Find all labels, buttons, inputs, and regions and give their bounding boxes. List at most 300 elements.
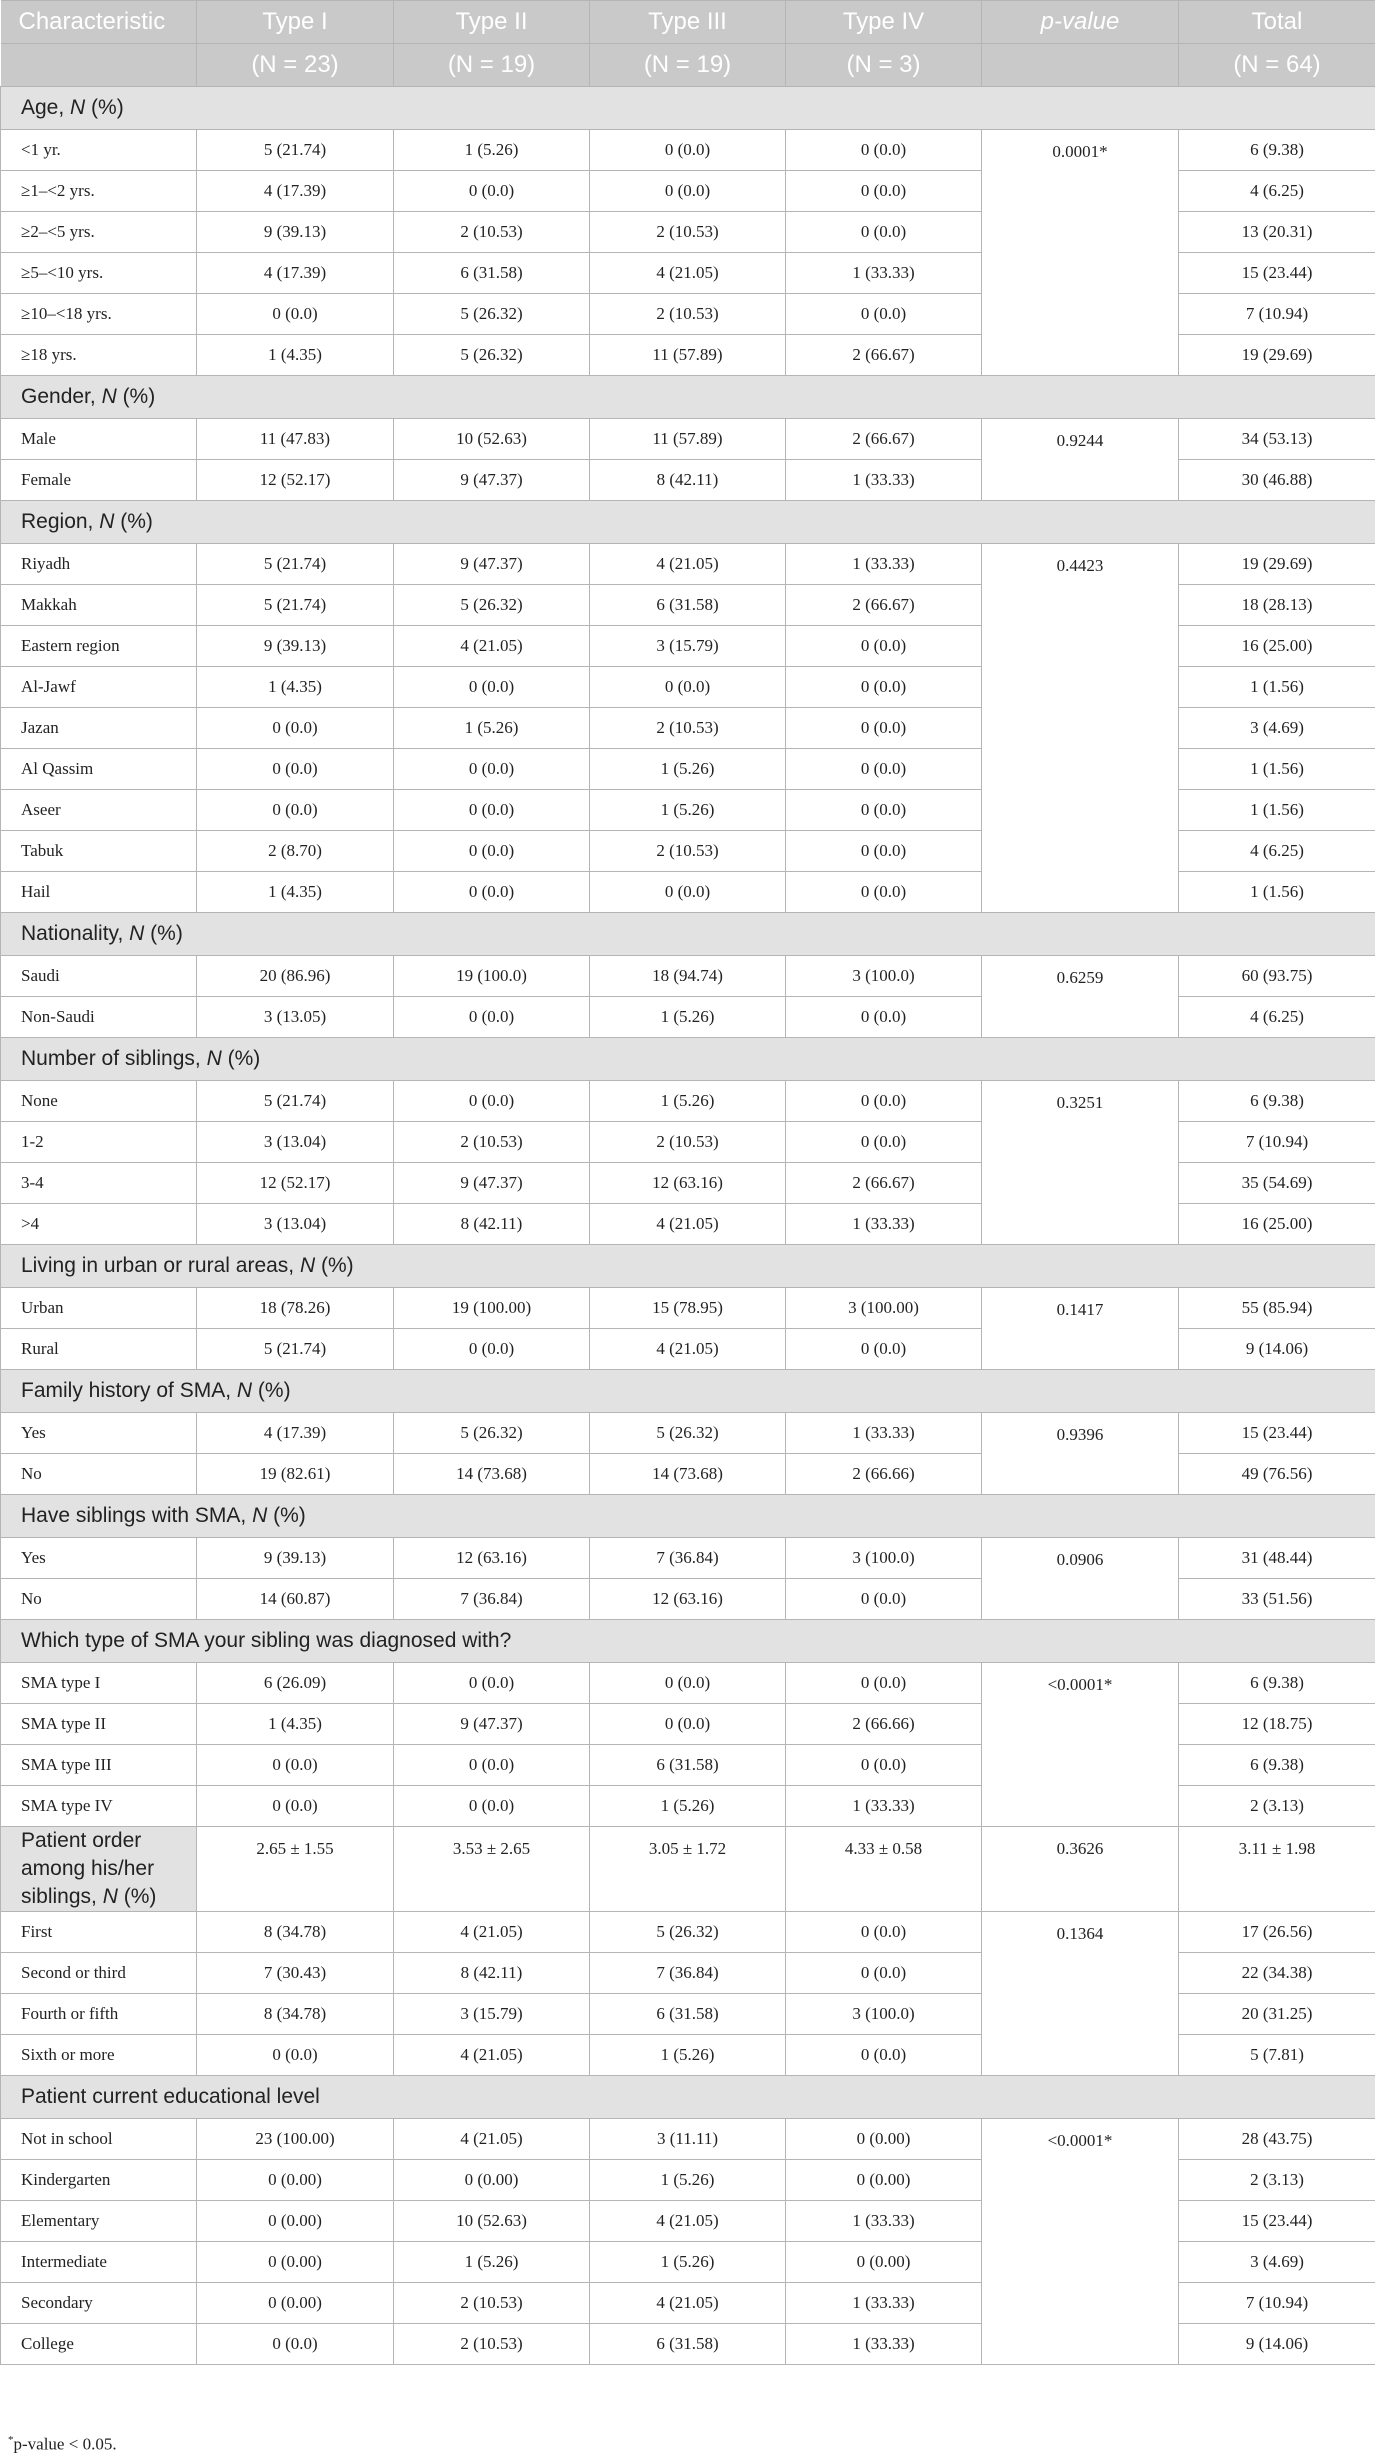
- row-value-type-3: 0 (0.0): [590, 130, 786, 171]
- row-value-type-2: 4 (21.05): [394, 1912, 590, 1953]
- row-label: Intermediate: [1, 2242, 197, 2283]
- row-label: 3-4: [1, 1163, 197, 1204]
- row-value-type-2: 9 (47.37): [394, 460, 590, 501]
- row-label: Non-Saudi: [1, 997, 197, 1038]
- row-value-type-3: 0 (0.0): [590, 667, 786, 708]
- header-blank: [1, 44, 197, 87]
- row-value-type-2: 9 (47.37): [394, 544, 590, 585]
- row-value-type-3: 1 (5.26): [590, 997, 786, 1038]
- row-label: Yes: [1, 1538, 197, 1579]
- row-value-type-2: 0 (0.0): [394, 790, 590, 831]
- header-type-4: Type IV: [786, 1, 982, 44]
- row-value-type-1: 7 (30.43): [197, 1953, 394, 1994]
- row-total: 15 (23.44): [1179, 253, 1375, 294]
- row-value-type-3: 6 (31.58): [590, 1994, 786, 2035]
- row-total: 7 (10.94): [1179, 294, 1375, 335]
- row-value-type-4: 2 (66.66): [786, 1704, 982, 1745]
- section-pvalue: 0.4423: [982, 544, 1179, 913]
- row-value-type-2: 0 (0.0): [394, 667, 590, 708]
- section-title: Have siblings with SMA, N (%): [1, 1495, 1375, 1538]
- row-value-type-1: 6 (26.09): [197, 1663, 394, 1704]
- row-value-type-1: 2 (8.70): [197, 831, 394, 872]
- row-value-type-1: 12 (52.17): [197, 1163, 394, 1204]
- row-total: 55 (85.94): [1179, 1288, 1375, 1329]
- row-value-type-2: 0 (0.0): [394, 1745, 590, 1786]
- header-characteristic: Characteristic: [1, 1, 197, 44]
- row-value-type-1: 0 (0.00): [197, 2242, 394, 2283]
- row-total: 2 (3.13): [1179, 2160, 1375, 2201]
- row-value-type-2: 8 (42.11): [394, 1953, 590, 1994]
- row-value-type-4: 0 (0.0): [786, 1663, 982, 1704]
- row-total: 7 (10.94): [1179, 1122, 1375, 1163]
- section-header-row: [1, 1370, 1375, 1413]
- header-type-1: Type I: [197, 1, 394, 44]
- footnote: [8, 2434, 117, 2455]
- footnote-text: p-value < 0.05.: [13, 2434, 117, 2454]
- row-value-type-4: 1 (33.33): [786, 2283, 982, 2324]
- row-value-type-1: 0 (0.0): [197, 749, 394, 790]
- row-value-type-1: 3 (13.04): [197, 1204, 394, 1245]
- row-value-type-3: 0 (0.0): [590, 1663, 786, 1704]
- row-value-type-3: 15 (78.95): [590, 1288, 786, 1329]
- row-total: 6 (9.38): [1179, 1745, 1375, 1786]
- row-value-type-1: 1 (4.35): [197, 872, 394, 913]
- row-value-type-1: 4 (17.39): [197, 1413, 394, 1454]
- row-value-type-4: 1 (33.33): [786, 253, 982, 294]
- table-row: [1, 1413, 1375, 1454]
- section-header-row: [1, 376, 1375, 419]
- row-value-type-1: 5 (21.74): [197, 544, 394, 585]
- row-total: 30 (46.88): [1179, 460, 1375, 501]
- row-total: 5 (7.81): [1179, 2035, 1375, 2076]
- row-value-type-2: 10 (52.63): [394, 419, 590, 460]
- header-n-type-4: (N = 3): [786, 44, 982, 87]
- header-n-type-1: (N = 23): [197, 44, 394, 87]
- italic-n: N: [236, 1379, 253, 1402]
- row-value-type-4: 0 (0.0): [786, 749, 982, 790]
- table-row: [1, 1288, 1375, 1329]
- row-value-type-3: 2 (10.53): [590, 831, 786, 872]
- table-row: [1, 1912, 1375, 1953]
- row-total: 17 (26.56): [1179, 1912, 1375, 1953]
- row-value-type-1: 9 (39.13): [197, 626, 394, 667]
- row-value-type-2: 9 (47.37): [394, 1163, 590, 1204]
- header-n-blank: [982, 44, 1179, 87]
- row-total: 4 (6.25): [1179, 171, 1375, 212]
- row-value-type-2: 3 (15.79): [394, 1994, 590, 2035]
- row-value-type-4: 1 (33.33): [786, 460, 982, 501]
- row-value-type-2: 0 (0.0): [394, 1663, 590, 1704]
- row-value-type-3: 12 (63.16): [590, 1579, 786, 1620]
- row-value-type-4: 0 (0.0): [786, 667, 982, 708]
- row-total: 6 (9.38): [1179, 130, 1375, 171]
- row-value-type-1: 0 (0.0): [197, 294, 394, 335]
- row-value-type-1: 9 (39.13): [197, 1538, 394, 1579]
- row-value-type-1: 3 (13.04): [197, 1122, 394, 1163]
- row-value-type-2: 12 (63.16): [394, 1538, 590, 1579]
- row-value-type-3: 0 (0.0): [590, 1704, 786, 1745]
- row-value-type-4: 0 (0.0): [786, 1329, 982, 1370]
- row-value-type-2: 7 (36.84): [394, 1579, 590, 1620]
- row-value-type-2: 5 (26.32): [394, 1413, 590, 1454]
- section-pvalue: 0.0906: [982, 1538, 1179, 1620]
- row-label: <1 yr.: [1, 130, 197, 171]
- row-total: 3 (4.69): [1179, 2242, 1375, 2283]
- row-value-type-4: 0 (0.0): [786, 130, 982, 171]
- section-title: Family history of SMA, N (%): [1, 1370, 1375, 1413]
- row-value-type-3: 1 (5.26): [590, 2242, 786, 2283]
- order-summary-type-4: 4.33 ± 0.58: [786, 1827, 982, 1912]
- row-total: 35 (54.69): [1179, 1163, 1375, 1204]
- row-value-type-3: 1 (5.26): [590, 2035, 786, 2076]
- section-header-row: [1, 1038, 1375, 1081]
- italic-n: N: [299, 1254, 316, 1277]
- row-label: Fourth or fifth: [1, 1994, 197, 2035]
- section-title: Region, N (%): [1, 501, 1375, 544]
- row-value-type-1: 0 (0.0): [197, 708, 394, 749]
- row-total: 16 (25.00): [1179, 626, 1375, 667]
- row-total: 20 (31.25): [1179, 1994, 1375, 2035]
- row-value-type-3: 7 (36.84): [590, 1953, 786, 1994]
- row-label: Kindergarten: [1, 2160, 197, 2201]
- header-type-3: Type III: [590, 1, 786, 44]
- row-value-type-3: 1 (5.26): [590, 1081, 786, 1122]
- header-pvalue: [982, 1, 1179, 44]
- table-row: [1, 1081, 1375, 1122]
- row-value-type-2: 19 (100.0): [394, 956, 590, 997]
- row-total: 2 (3.13): [1179, 1786, 1375, 1827]
- row-value-type-1: 0 (0.0): [197, 2324, 394, 2365]
- row-total: 6 (9.38): [1179, 1663, 1375, 1704]
- row-value-type-4: 2 (66.67): [786, 419, 982, 460]
- section-header-row: [1, 87, 1375, 130]
- row-value-type-2: 0 (0.0): [394, 749, 590, 790]
- row-label: ≥10–<18 yrs.: [1, 294, 197, 335]
- section-title: Which type of SMA your sibling was diagnosed with?: [1, 1620, 1375, 1663]
- row-value-type-1: 0 (0.0): [197, 1745, 394, 1786]
- header-pvalue-text: p-value: [1040, 8, 1120, 35]
- row-value-type-3: 4 (21.05): [590, 2283, 786, 2324]
- row-value-type-1: 1 (4.35): [197, 667, 394, 708]
- row-value-type-3: 1 (5.26): [590, 1786, 786, 1827]
- section-title: Patient current educational level: [1, 2076, 1375, 2119]
- row-value-type-2: 8 (42.11): [394, 1204, 590, 1245]
- footnote-mark: *: [8, 2434, 14, 2446]
- table-row: [1, 130, 1375, 171]
- row-value-type-3: 4 (21.05): [590, 1329, 786, 1370]
- row-label: Riyadh: [1, 544, 197, 585]
- row-total: 1 (1.56): [1179, 667, 1375, 708]
- section-pvalue: 0.9396: [982, 1413, 1179, 1495]
- row-value-type-2: 5 (26.32): [394, 335, 590, 376]
- table-row: [1, 1663, 1375, 1704]
- row-label: Al Qassim: [1, 749, 197, 790]
- row-value-type-2: 9 (47.37): [394, 1704, 590, 1745]
- row-label: Second or third: [1, 1953, 197, 1994]
- row-value-type-2: 14 (73.68): [394, 1454, 590, 1495]
- row-value-type-4: 0 (0.00): [786, 2160, 982, 2201]
- row-value-type-4: 2 (66.67): [786, 585, 982, 626]
- row-value-type-3: 6 (31.58): [590, 1745, 786, 1786]
- section-header-row: [1, 2076, 1375, 2119]
- section-pvalue: 0.9244: [982, 419, 1179, 501]
- row-value-type-4: 1 (33.33): [786, 2324, 982, 2365]
- row-total: 1 (1.56): [1179, 872, 1375, 913]
- row-value-type-1: 14 (60.87): [197, 1579, 394, 1620]
- row-value-type-3: 6 (31.58): [590, 585, 786, 626]
- row-value-type-3: 0 (0.0): [590, 171, 786, 212]
- row-value-type-2: 4 (21.05): [394, 2119, 590, 2160]
- row-total: 19 (29.69): [1179, 335, 1375, 376]
- row-value-type-4: 0 (0.0): [786, 831, 982, 872]
- row-value-type-1: 5 (21.74): [197, 585, 394, 626]
- row-value-type-2: 0 (0.00): [394, 2160, 590, 2201]
- row-total: 34 (53.13): [1179, 419, 1375, 460]
- row-total: 7 (10.94): [1179, 2283, 1375, 2324]
- row-value-type-1: 0 (0.00): [197, 2283, 394, 2324]
- row-value-type-3: 2 (10.53): [590, 708, 786, 749]
- row-value-type-4: 0 (0.0): [786, 171, 982, 212]
- row-value-type-4: 0 (0.00): [786, 2119, 982, 2160]
- row-value-type-1: 9 (39.13): [197, 212, 394, 253]
- row-value-type-1: 18 (78.26): [197, 1288, 394, 1329]
- order-summary-pvalue: 0.3626: [982, 1827, 1179, 1912]
- row-total: 1 (1.56): [1179, 749, 1375, 790]
- order-summary-label: Patient order among his/her siblings, N (%): [1, 1827, 197, 1912]
- row-value-type-2: 4 (21.05): [394, 2035, 590, 2076]
- row-value-type-4: 3 (100.0): [786, 956, 982, 997]
- row-value-type-1: 11 (47.83): [197, 419, 394, 460]
- row-value-type-4: 0 (0.0): [786, 1081, 982, 1122]
- row-value-type-1: 4 (17.39): [197, 253, 394, 294]
- row-label: First: [1, 1912, 197, 1953]
- row-value-type-4: 1 (33.33): [786, 1413, 982, 1454]
- row-value-type-4: 0 (0.00): [786, 2242, 982, 2283]
- table-row: [1, 1538, 1375, 1579]
- header-n-type-3: (N = 19): [590, 44, 786, 87]
- row-value-type-3: 4 (21.05): [590, 1204, 786, 1245]
- italic-n: N: [129, 922, 145, 945]
- row-value-type-1: 0 (0.0): [197, 2035, 394, 2076]
- row-total: 4 (6.25): [1179, 997, 1375, 1038]
- row-value-type-3: 12 (63.16): [590, 1163, 786, 1204]
- row-value-type-3: 5 (26.32): [590, 1413, 786, 1454]
- section-title: Living in urban or rural areas, N (%): [1, 1245, 1375, 1288]
- row-total: 15 (23.44): [1179, 1413, 1375, 1454]
- row-value-type-1: 0 (0.0): [197, 790, 394, 831]
- row-label: SMA type II: [1, 1704, 197, 1745]
- order-summary-total: 3.11 ± 1.98: [1179, 1827, 1375, 1912]
- row-value-type-2: 1 (5.26): [394, 2242, 590, 2283]
- row-label: Female: [1, 460, 197, 501]
- row-value-type-2: 0 (0.0): [394, 997, 590, 1038]
- order-summary-type-2: 3.53 ± 2.65: [394, 1827, 590, 1912]
- row-value-type-4: 0 (0.0): [786, 1122, 982, 1163]
- section-pvalue: 0.3251: [982, 1081, 1179, 1245]
- row-label: Jazan: [1, 708, 197, 749]
- row-value-type-4: 0 (0.0): [786, 2035, 982, 2076]
- row-total: 16 (25.00): [1179, 1204, 1375, 1245]
- row-value-type-4: 0 (0.0): [786, 212, 982, 253]
- italic-n: N: [101, 385, 117, 408]
- row-total: 60 (93.75): [1179, 956, 1375, 997]
- row-value-type-4: 0 (0.0): [786, 294, 982, 335]
- row-value-type-3: 8 (42.11): [590, 460, 786, 501]
- row-value-type-3: 1 (5.26): [590, 2160, 786, 2201]
- row-label: Elementary: [1, 2201, 197, 2242]
- row-value-type-1: 0 (0.00): [197, 2201, 394, 2242]
- row-value-type-3: 11 (57.89): [590, 419, 786, 460]
- row-total: 6 (9.38): [1179, 1081, 1375, 1122]
- row-value-type-1: 23 (100.00): [197, 2119, 394, 2160]
- row-value-type-3: 4 (21.05): [590, 253, 786, 294]
- row-value-type-4: 0 (0.0): [786, 1912, 982, 1953]
- row-total: 33 (51.56): [1179, 1579, 1375, 1620]
- row-value-type-4: 1 (33.33): [786, 1204, 982, 1245]
- row-value-type-2: 0 (0.0): [394, 1329, 590, 1370]
- row-value-type-4: 3 (100.0): [786, 1538, 982, 1579]
- row-value-type-4: 0 (0.0): [786, 1579, 982, 1620]
- row-value-type-2: 2 (10.53): [394, 2324, 590, 2365]
- row-total: 31 (48.44): [1179, 1538, 1375, 1579]
- row-total: 49 (76.56): [1179, 1454, 1375, 1495]
- row-value-type-4: 0 (0.0): [786, 997, 982, 1038]
- row-total: 1 (1.56): [1179, 790, 1375, 831]
- row-total: 28 (43.75): [1179, 2119, 1375, 2160]
- row-label: >4: [1, 1204, 197, 1245]
- table-body: [1, 87, 1375, 2365]
- section-title: Nationality, N (%): [1, 913, 1375, 956]
- table-row: [1, 544, 1375, 585]
- row-value-type-2: 2 (10.53): [394, 1122, 590, 1163]
- row-value-type-2: 2 (10.53): [394, 212, 590, 253]
- row-label: Not in school: [1, 2119, 197, 2160]
- row-value-type-1: 20 (86.96): [197, 956, 394, 997]
- row-value-type-4: 0 (0.0): [786, 790, 982, 831]
- row-label: ≥18 yrs.: [1, 335, 197, 376]
- row-value-type-1: 5 (21.74): [197, 130, 394, 171]
- row-value-type-2: 0 (0.0): [394, 1786, 590, 1827]
- row-value-type-3: 11 (57.89): [590, 335, 786, 376]
- row-total: 12 (18.75): [1179, 1704, 1375, 1745]
- row-label: Makkah: [1, 585, 197, 626]
- header-n-total: (N = 64): [1179, 44, 1375, 87]
- row-value-type-1: 4 (17.39): [197, 171, 394, 212]
- row-value-type-1: 1 (4.35): [197, 335, 394, 376]
- row-value-type-4: 3 (100.00): [786, 1288, 982, 1329]
- row-value-type-2: 5 (26.32): [394, 294, 590, 335]
- row-total: 4 (6.25): [1179, 831, 1375, 872]
- row-value-type-4: 1 (33.33): [786, 1786, 982, 1827]
- row-value-type-3: 4 (21.05): [590, 544, 786, 585]
- row-label: SMA type III: [1, 1745, 197, 1786]
- row-label: Aseer: [1, 790, 197, 831]
- italic-n: N: [70, 96, 86, 119]
- row-value-type-3: 3 (15.79): [590, 626, 786, 667]
- order-summary-row: [1, 1827, 1375, 1912]
- header-total: Total: [1179, 1, 1375, 44]
- row-value-type-1: 3 (13.05): [197, 997, 394, 1038]
- section-pvalue: 0.0001*: [982, 130, 1179, 376]
- italic-n: N: [252, 1504, 268, 1527]
- row-label: College: [1, 2324, 197, 2365]
- row-total: 13 (20.31): [1179, 212, 1375, 253]
- row-label: 1-2: [1, 1122, 197, 1163]
- row-total: 3 (4.69): [1179, 708, 1375, 749]
- row-label: Hail: [1, 872, 197, 913]
- row-value-type-1: 19 (82.61): [197, 1454, 394, 1495]
- row-label: No: [1, 1454, 197, 1495]
- row-value-type-4: 0 (0.0): [786, 708, 982, 749]
- row-value-type-4: 2 (66.67): [786, 1163, 982, 1204]
- row-value-type-3: 14 (73.68): [590, 1454, 786, 1495]
- section-header-row: [1, 913, 1375, 956]
- row-label: Al-Jawf: [1, 667, 197, 708]
- row-total: 18 (28.13): [1179, 585, 1375, 626]
- row-value-type-1: 1 (4.35): [197, 1704, 394, 1745]
- row-value-type-3: 2 (10.53): [590, 212, 786, 253]
- order-summary-type-1: 2.65 ± 1.55: [197, 1827, 394, 1912]
- row-value-type-4: 1 (33.33): [786, 2201, 982, 2242]
- row-label: Sixth or more: [1, 2035, 197, 2076]
- row-value-type-2: 0 (0.0): [394, 171, 590, 212]
- row-label: SMA type I: [1, 1663, 197, 1704]
- row-value-type-4: 2 (66.67): [786, 335, 982, 376]
- section-pvalue: 0.1364: [982, 1912, 1179, 2076]
- row-label: No: [1, 1579, 197, 1620]
- row-value-type-4: 0 (0.0): [786, 1745, 982, 1786]
- row-value-type-1: 5 (21.74): [197, 1081, 394, 1122]
- section-pvalue: 0.1417: [982, 1288, 1179, 1370]
- row-value-type-1: 8 (34.78): [197, 1912, 394, 1953]
- header-n-type-2: (N = 19): [394, 44, 590, 87]
- row-value-type-1: 5 (21.74): [197, 1329, 394, 1370]
- table-row: [1, 956, 1375, 997]
- row-value-type-4: 3 (100.0): [786, 1994, 982, 2035]
- row-value-type-2: 0 (0.0): [394, 1081, 590, 1122]
- row-value-type-4: 1 (33.33): [786, 544, 982, 585]
- section-title: Age, N (%): [1, 87, 1375, 130]
- row-value-type-3: 0 (0.0): [590, 872, 786, 913]
- header-row-counts: [1, 44, 1375, 87]
- section-pvalue: <0.0001*: [982, 1663, 1179, 1827]
- row-value-type-2: 10 (52.63): [394, 2201, 590, 2242]
- row-total: 19 (29.69): [1179, 544, 1375, 585]
- row-label: ≥1–<2 yrs.: [1, 171, 197, 212]
- row-label: Tabuk: [1, 831, 197, 872]
- order-summary-type-3: 3.05 ± 1.72: [590, 1827, 786, 1912]
- row-total: 15 (23.44): [1179, 2201, 1375, 2242]
- row-value-type-4: 0 (0.0): [786, 1953, 982, 1994]
- row-value-type-2: 0 (0.0): [394, 872, 590, 913]
- row-label: ≥2–<5 yrs.: [1, 212, 197, 253]
- row-label: Secondary: [1, 2283, 197, 2324]
- row-label: Rural: [1, 1329, 197, 1370]
- row-value-type-3: 1 (5.26): [590, 790, 786, 831]
- row-value-type-1: 8 (34.78): [197, 1994, 394, 2035]
- row-value-type-4: 0 (0.0): [786, 626, 982, 667]
- row-value-type-1: 0 (0.00): [197, 2160, 394, 2201]
- section-header-row: [1, 1245, 1375, 1288]
- row-value-type-4: 2 (66.66): [786, 1454, 982, 1495]
- row-value-type-3: 1 (5.26): [590, 749, 786, 790]
- row-label: Yes: [1, 1413, 197, 1454]
- italic-n: N: [206, 1047, 222, 1070]
- section-pvalue: <0.0001*: [982, 2119, 1179, 2365]
- row-value-type-3: 7 (36.84): [590, 1538, 786, 1579]
- row-value-type-4: 0 (0.0): [786, 872, 982, 913]
- section-header-row: [1, 1495, 1375, 1538]
